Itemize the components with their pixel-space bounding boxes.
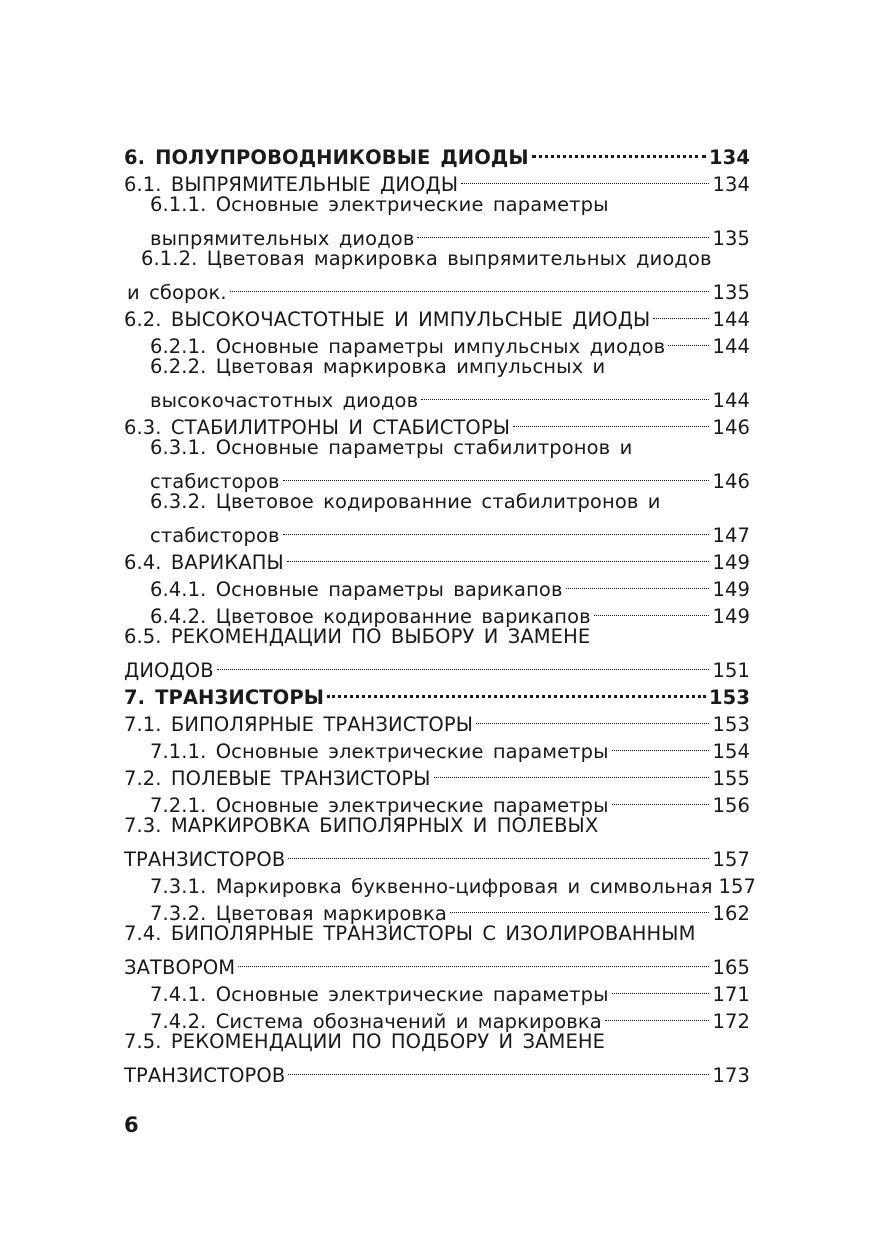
toc-entry-title: 6.1. ВЫПРЯМИТЕЛЬНЫЕ ДИОДЫ xyxy=(124,173,459,196)
toc-entry-page: 154 xyxy=(712,740,750,763)
dot-leader xyxy=(417,218,709,245)
toc-entry-page: 165 xyxy=(712,956,750,979)
toc-entry xyxy=(124,515,750,547)
toc-entry-page: 144 xyxy=(712,389,750,412)
toc-entry-title: 7.2. ПОЛЕВЫЕ ТРАНЗИСТОРЫ xyxy=(124,767,431,790)
dot-leader xyxy=(668,326,709,353)
toc-entry-title: 7.3.1. Маркировка буквенно-цифровая и символьная xyxy=(150,875,713,898)
toc-entry xyxy=(124,677,750,709)
dot-leader xyxy=(238,947,709,974)
toc-entry-title: 7.1.1. Основные электрические параметры xyxy=(150,740,609,763)
toc-entry-title: 6. ПОЛУПРОВОДНИКОВЫЕ ДИОДЫ xyxy=(124,146,529,169)
toc-entry-title: и сборок. xyxy=(127,281,227,304)
toc-entry-title: 6.1.1. Основные электрические параметры xyxy=(150,193,609,216)
toc-entry-title: 7.5. РЕКОМЕНДАЦИИ ПО ПОДБОРУ И ЗАМЕНЕ xyxy=(124,1030,606,1053)
page-number: 6 xyxy=(124,1113,139,1137)
dot-leader xyxy=(434,758,710,785)
dot-leader xyxy=(461,164,709,191)
toc-entry xyxy=(124,434,750,461)
toc-entry-page: 149 xyxy=(712,578,750,601)
toc-entry-page: 134 xyxy=(712,173,750,196)
toc-entry-title: 6.5. РЕКОМЕНДАЦИИ ПО ВЫБОРУ И ЗАМЕНЕ xyxy=(124,625,591,648)
toc-entry-title: 6.2.1. Основные параметры импульсных диодов xyxy=(150,335,666,358)
toc-entry-page: 134 xyxy=(708,146,750,169)
toc-entry-title: ЗАТВОРОМ xyxy=(124,956,236,979)
dot-leader xyxy=(283,515,710,542)
dot-leader xyxy=(450,893,710,920)
toc-entry-title: 6.2.2. Цветовая маркировка импульсных и xyxy=(150,355,606,378)
toc-entry xyxy=(124,191,750,218)
toc-entry-title: 6.4.2. Цветовое кодированние варикапов xyxy=(150,605,591,628)
toc-entry xyxy=(124,245,750,272)
dot-leader xyxy=(283,461,710,488)
toc-entry-page: 153 xyxy=(708,686,750,709)
dot-leader xyxy=(476,704,709,731)
toc-entry xyxy=(124,218,750,250)
dot-leader xyxy=(288,839,709,866)
toc-entry-title: высокочастотных диодов xyxy=(150,389,419,412)
toc-entry-title: стабисторов xyxy=(150,470,280,493)
dot-leader xyxy=(612,731,710,758)
toc-entry-title: 7.1. БИПОЛЯРНЫЕ ТРАНЗИСТОРЫ xyxy=(124,713,474,736)
toc-entry-page: 147 xyxy=(712,524,750,547)
dot-leader xyxy=(421,380,709,407)
toc-entry xyxy=(124,461,750,493)
dot-leader xyxy=(612,785,710,812)
dot-leader xyxy=(566,569,710,596)
dot-leader xyxy=(594,596,710,623)
toc-entry xyxy=(124,488,750,515)
dot-leader xyxy=(327,677,706,704)
toc-entry-page: 172 xyxy=(712,1010,750,1033)
toc-entry xyxy=(124,812,750,839)
table-of-contents xyxy=(124,137,757,1087)
toc-entry-page: 157 xyxy=(718,875,757,898)
dot-leader xyxy=(532,137,706,164)
toc-entry-page: 155 xyxy=(712,767,750,790)
dot-leader xyxy=(230,272,710,299)
toc-entry-page: 135 xyxy=(712,281,750,304)
toc-entry-title: 6.4. ВАРИКАПЫ xyxy=(124,551,284,574)
toc-entry-page: 173 xyxy=(712,1064,750,1087)
dot-leader xyxy=(605,1001,710,1028)
toc-entry-title: 7. ТРАНЗИСТОРЫ xyxy=(124,686,325,709)
toc-entry-page: 153 xyxy=(712,713,750,736)
toc-entry-title: 6.4.1. Основные параметры варикапов xyxy=(150,578,563,601)
toc-entry-title: 6.1.2. Цветовая маркировка выпрямительных диодов xyxy=(141,247,712,270)
toc-entry-title: 6.3. СТАБИЛИТРОНЫ И СТАБИСТОРЫ xyxy=(124,416,511,439)
toc-entry-title: 6.3.2. Цветовое кодированние стабилитронов и xyxy=(150,490,661,513)
toc-entry-title: 6.2. ВЫСОКОЧАСТОТНЫЕ И ИМПУЛЬСНЫЕ ДИОДЫ xyxy=(124,308,651,331)
toc-entry-title: выпрямительных диодов xyxy=(150,227,415,250)
dot-leader xyxy=(612,974,710,1001)
dot-leader xyxy=(513,407,709,434)
toc-entry-title: 7.2.1. Основные электрические параметры xyxy=(150,794,609,817)
toc-entry-page: 151 xyxy=(712,659,750,682)
toc-entry-page: 171 xyxy=(712,983,750,1006)
toc-entry-title: ТРАНЗИСТОРОВ xyxy=(124,848,286,871)
toc-entry-title: ТРАНЗИСТОРОВ xyxy=(124,1064,286,1087)
toc-entry xyxy=(124,920,750,947)
toc-entry-page: 149 xyxy=(712,551,750,574)
toc-entry-page: 162 xyxy=(712,902,750,925)
toc-entry-page: 144 xyxy=(712,335,750,358)
toc-entry-title: ДИОДОВ xyxy=(124,659,214,682)
dot-leader xyxy=(287,542,710,569)
toc-entry xyxy=(124,839,750,871)
dot-leader xyxy=(217,650,710,677)
toc-entry-title: 7.3. МАРКИРОВКА БИПОЛЯРНЫХ И ПОЛЕВЫХ xyxy=(124,814,599,837)
dot-leader xyxy=(653,299,709,326)
toc-entry-title: стабисторов xyxy=(150,524,280,547)
toc-entry-title: 7.3.2. Цветовая маркировка xyxy=(150,902,447,925)
toc-entry xyxy=(124,947,750,979)
toc-entry xyxy=(124,272,750,304)
toc-entry-page: 146 xyxy=(712,470,750,493)
toc-entry-page: 135 xyxy=(712,227,750,250)
toc-entry xyxy=(124,380,750,412)
toc-entry-title: 7.4. БИПОЛЯРНЫЕ ТРАНЗИСТОРЫ С ИЗОЛИРОВАННЫМ xyxy=(124,922,696,945)
toc-entry xyxy=(124,1028,750,1055)
toc-entry-page: 157 xyxy=(712,848,750,871)
toc-entry-page: 149 xyxy=(712,605,750,628)
toc-entry-page: 156 xyxy=(712,794,750,817)
dot-leader xyxy=(288,1055,709,1082)
toc-entry xyxy=(124,1055,750,1087)
toc-entry-title: 7.4.2. Система обозначений и маркировка xyxy=(150,1010,602,1033)
toc-entry xyxy=(124,137,750,169)
toc-entry-page: 146 xyxy=(712,416,750,439)
toc-entry xyxy=(124,650,750,682)
toc-entry-title: 7.4.1. Основные электрические параметры xyxy=(150,983,609,1006)
toc-entry-title: 6.3.1. Основные параметры стабилитронов и xyxy=(150,436,633,459)
toc-entry xyxy=(124,623,750,650)
toc-entry-page: 144 xyxy=(712,308,750,331)
